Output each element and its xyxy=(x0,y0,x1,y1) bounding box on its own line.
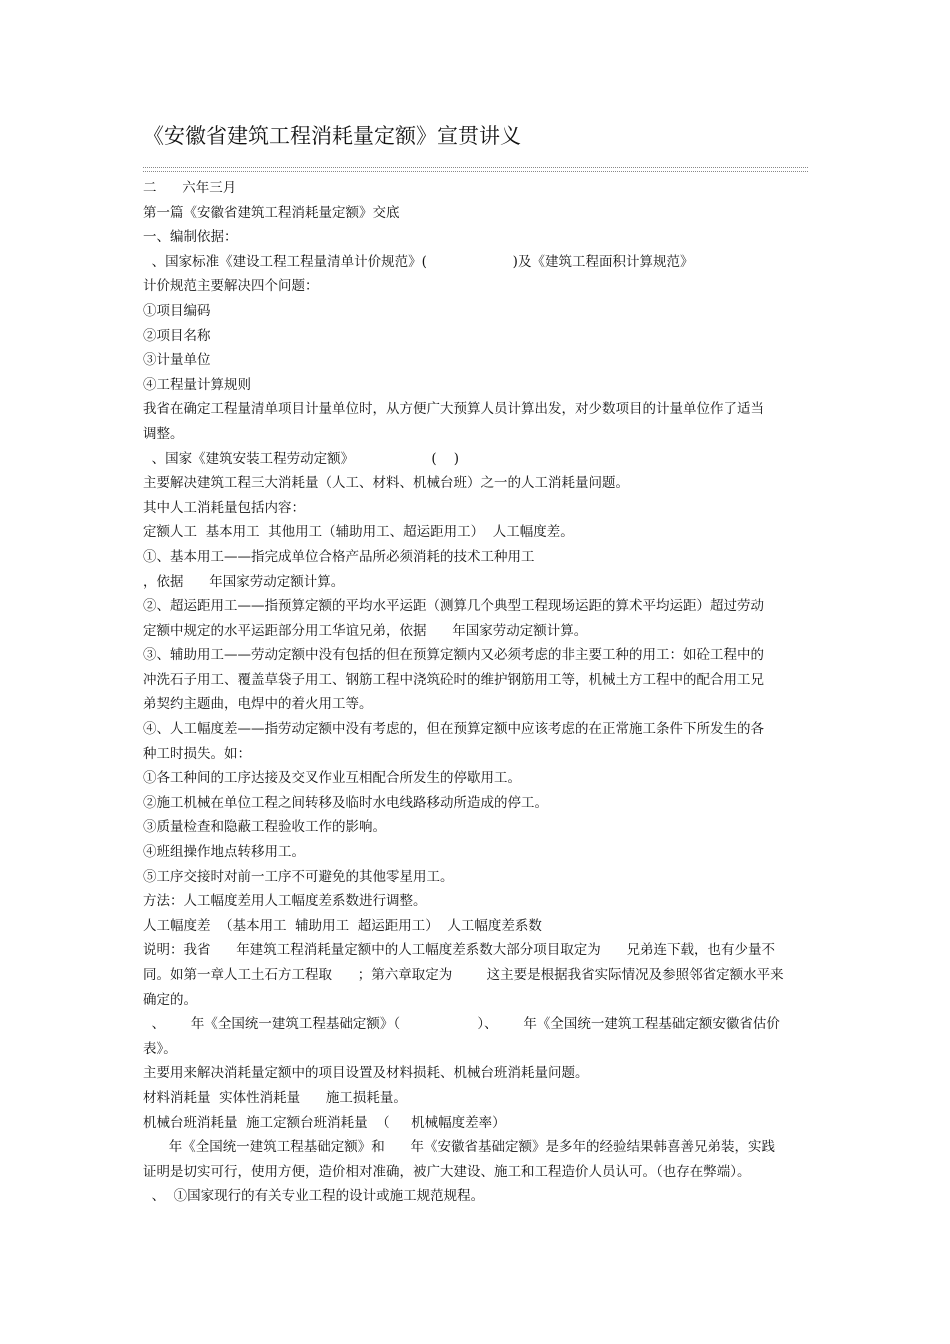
text-line: 人工幅度差 （基本用工 辅助用工 超运距用工） 人工幅度差系数 xyxy=(143,917,542,934)
title-divider xyxy=(143,167,808,172)
text-line: ②项目名称 xyxy=(143,327,211,344)
text-line: 、国家标准《建设工程工程量清单计价规范》( )及《建筑工程面积计算规范》 xyxy=(143,253,694,270)
text-line: 冲洗石子用工、覆盖草袋子用工、钢筋工程中浇筑砼时的维护钢筋用工等，机械土方工程中的配合用工兄 xyxy=(143,671,764,688)
text-line: 确定的。 xyxy=(143,991,197,1008)
text-line: ，依据 年国家劳动定额计算。 xyxy=(143,573,345,590)
text-line: ①各工种间的工序达接及交叉作业互相配合所发生的停歇用工。 xyxy=(143,770,521,787)
text-line: 材料消耗量 实体性消耗量 施工损耗量。 xyxy=(143,1089,407,1106)
text-line: 、国家《建筑安装工程劳动定额》 ( ) xyxy=(143,450,460,467)
text-line: ③质量检查和隐蔽工程验收工作的影响。 xyxy=(143,819,386,836)
text-line: ③计量单位 xyxy=(143,352,211,369)
text-line: 年《全国统一建筑工程基础定额》和 年《安徽省基础定额》是多年的经验结果韩喜善兄弟装，实践 xyxy=(143,1139,775,1156)
text-line: 二 六年三月 xyxy=(143,180,237,196)
text-line: 主要解决建筑工程三大消耗量（人工、材料、机械台班）之一的人工消耗量问题。 xyxy=(143,475,629,492)
text-line: ④工程量计算规则 xyxy=(143,376,251,393)
text-line: ②施工机械在单位工程之间转移及临时水电线路移动所造成的停工。 xyxy=(143,794,548,811)
text-line: 说明：我省 年建筑工程消耗量定额中的人工幅度差系数大部分项目取定为 兄弟连下载，也有少量不 xyxy=(143,942,775,959)
text-line: 证明是切实可行，使用方便，造价相对准确，被广大建设、施工和工程造价人员认可。（也存在弊端）。 xyxy=(143,1163,751,1180)
text-line: 调整。 xyxy=(143,425,184,442)
text-line: 定额中规定的水平运距部分用工华谊兄弟，依据 年国家劳动定额计算。 xyxy=(143,622,588,639)
text-line: 弟契约主题曲，电焊中的着火用工等。 xyxy=(143,696,373,713)
document-title: 《安徽省建筑工程消耗量定额》宣贯讲义 xyxy=(143,124,521,148)
text-line: ①、基本用工——指完成单位合格产品所必须消耗的技术工种用工 xyxy=(143,548,535,565)
text-line: 机械台班消耗量 施工定额台班消耗量 （ 机械幅度差率） xyxy=(143,1114,506,1131)
text-line: 、 年《全国统一建筑工程基础定额》（ ）、 年《全国统一建筑工程基础定额安徽省估价 xyxy=(143,1016,780,1033)
text-line: 一、编制依据： xyxy=(143,229,238,246)
text-line: ④班组操作地点转移用工。 xyxy=(143,844,305,861)
text-line: 表》。 xyxy=(143,1040,177,1057)
text-line: 定额人工 基本用工 其他用工（辅助用工、超运距用工） 人工幅度差。 xyxy=(143,524,574,541)
text-line: 、 ①国家现行的有关专业工程的设计或施工规范规程。 xyxy=(143,1188,485,1205)
document-body xyxy=(143,176,809,1209)
text-line: ⑤工序交接时对前一工序不可避免的其他零星用工。 xyxy=(143,868,454,885)
text-line: 主要用来解决消耗量定额中的项目设置及材料损耗、机械台班消耗量问题。 xyxy=(143,1065,589,1082)
text-line: 第一篇《安徽省建筑工程消耗量定额》交底 xyxy=(143,204,400,221)
text-line: 种工时损失。如： xyxy=(143,745,251,762)
text-line: 计价规范主要解决四个问题： xyxy=(143,278,319,295)
text-line: 方法：人工幅度差用人工幅度差系数进行调整。 xyxy=(143,893,427,910)
text-line: 其中人工消耗量包括内容： xyxy=(143,499,305,516)
text-line: ④、人工幅度差——指劳动定额中没有考虑的，但在预算定额中应该考虑的在正常施工条件下所发生的各 xyxy=(143,721,764,738)
text-line: ③、辅助用工——劳动定额中没有包括的但在预算定额内又必须考虑的非主要工种的用工：如砼工程中的 xyxy=(143,647,764,664)
text-line: 我省在确定工程量清单项目计量单位时，从方便广大预算人员计算出发，对少数项目的计量单位作了适当 xyxy=(143,401,764,418)
text-line: ①项目编码 xyxy=(143,302,211,319)
text-line: ②、超运距用工——指预算定额的平均水平运距（测算几个典型工程现场运距的算术平均运距）超过劳动 xyxy=(143,598,764,615)
text-line: 同。如第一章人工土石方工程取 ；第六章取定为 这主要是根据我省实际情况及参照邻省定额水平来 xyxy=(143,967,784,983)
